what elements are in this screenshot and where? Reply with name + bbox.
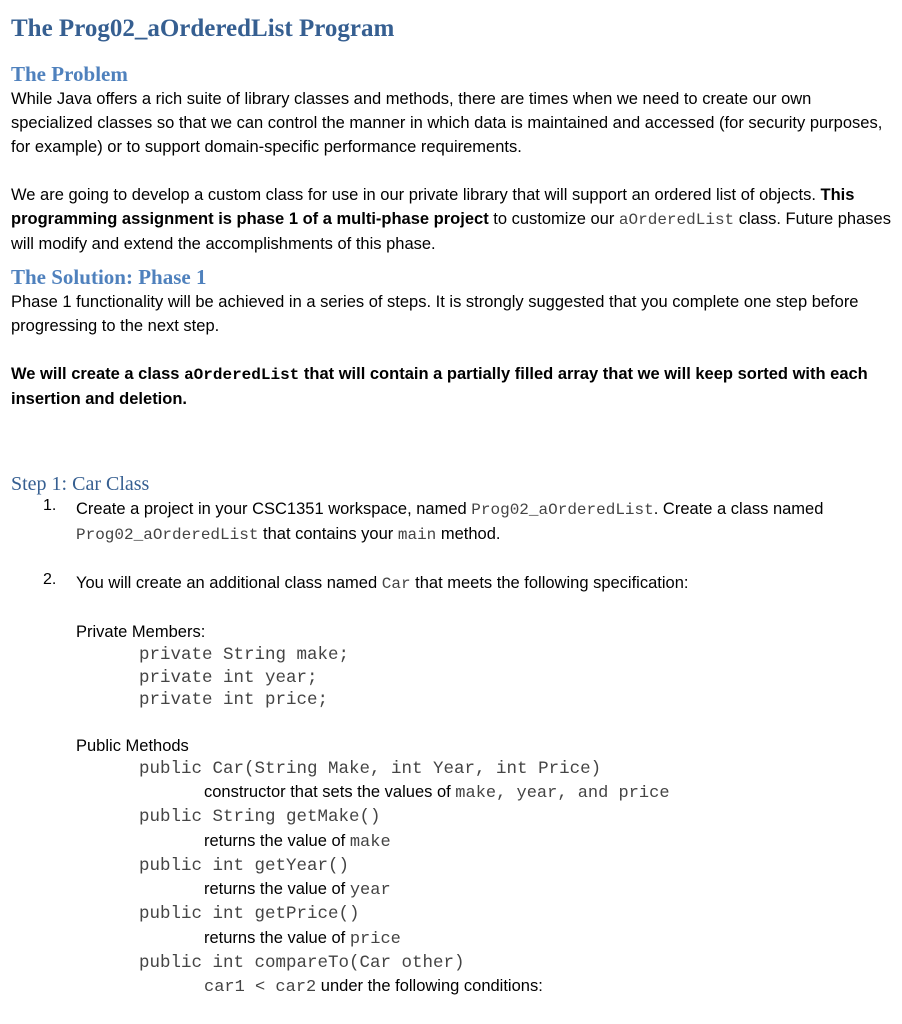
problem-paragraph-1: While Java offers a rich suite of library classes and methods, there are times when we need to create our own specialized classes so that we can control the manner in which data is maintained and accessed (for security purposes, for example) or to support domain-specific performance requirements.: [11, 90, 883, 156]
step1-item-1: 1. Create a project in your CSC1351 workspace, named Prog02_aOrderedList. Create a class named Prog02_aOrderedList that contains your main method.: [43, 497, 824, 544]
method-signature-compareto: public int compareTo(Car other): [139, 952, 465, 973]
method-desc-getmake: returns the value of make: [204, 831, 391, 852]
solution-heading: The Solution: Phase 1: [11, 265, 207, 289]
step1-heading: Step 1: Car Class: [11, 473, 150, 495]
problem-heading: The Problem: [11, 62, 128, 86]
solution-paragraph-2: We will create a class aOrderedList that will contain a partially filled array that we will keep sorted with each insertion and deletion.: [11, 365, 868, 408]
private-member-make: private String make;: [139, 645, 350, 665]
method-signature-getmake: public String getMake(): [139, 807, 381, 827]
method-signature-constructor: public Car(String Make, int Year, int Price): [139, 758, 602, 779]
private-member-year: private int year;: [139, 667, 318, 688]
document-title: The Prog02_aOrderedList Program: [11, 15, 395, 42]
method-desc-getyear: returns the value of year: [204, 880, 391, 900]
step1-item-2: 2. You will create an additional class named Car that meets the following specification:: [43, 571, 689, 593]
problem-paragraph-2: We are going to develop a custom class for use in our private library that will support an ordered list of objects. This programming assignment is phase 1 of a multi-phase project to customize our aOrderedList class. Future phases will modify and extend the accomplishments of this phase.: [11, 186, 891, 253]
private-member-price: private int price;: [139, 690, 329, 710]
method-signature-getprice: public int getPrice(): [139, 904, 360, 924]
public-methods-label: Public Methods: [76, 736, 189, 755]
document-page: [11, 12, 891, 1000]
solution-paragraph-1: Phase 1 functionality will be achieved in a series of steps. It is strongly suggested that you complete one step before progressing to the next step.: [11, 293, 859, 335]
private-members-label: Private Members:: [76, 623, 206, 641]
method-desc-compareto: car1 < car2 under the following conditions:: [204, 977, 543, 997]
method-signature-getyear: public int getYear(): [139, 855, 350, 876]
method-desc-getprice: returns the value of price: [204, 928, 401, 949]
method-desc-constructor: constructor that sets the values of make, year, and price: [204, 783, 670, 803]
